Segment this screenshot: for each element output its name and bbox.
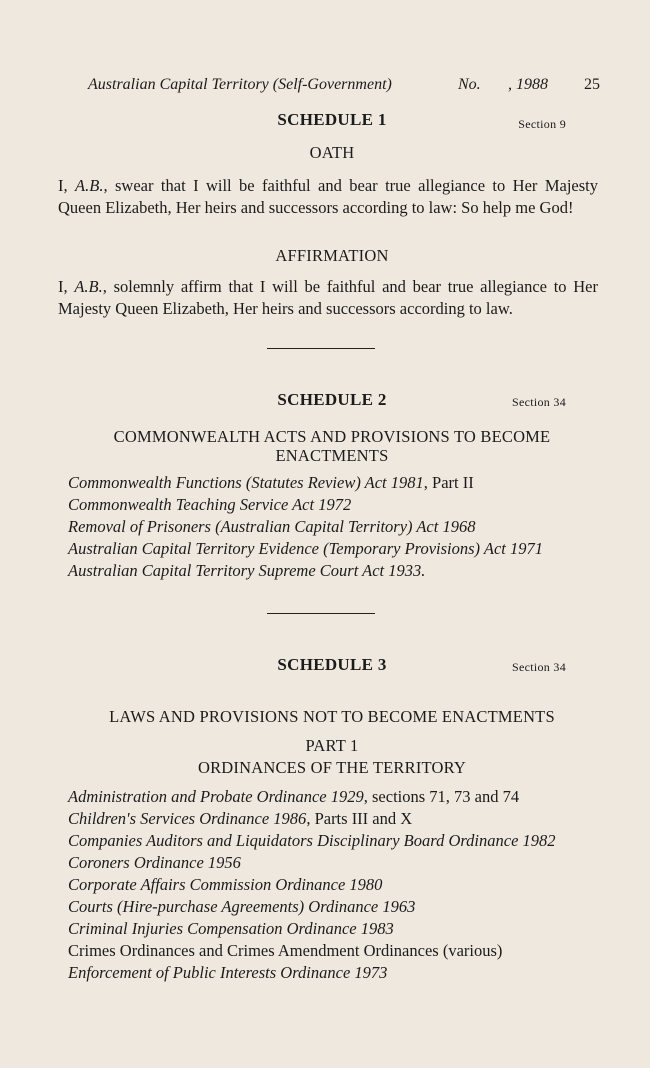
oath-prefix: I,: [58, 176, 76, 195]
schedule-2-list-item: [68, 516, 598, 538]
schedule-1-section: Section 9: [518, 117, 566, 131]
schedule-3-list-item: [68, 962, 598, 984]
header-title: Australian Capital Territory (Self-Government): [88, 76, 392, 93]
affirmation-name: A.B.: [74, 277, 103, 296]
oath-name: A.B.: [75, 176, 104, 195]
schedule-3-list-item: [68, 830, 598, 852]
schedule-2-title: [56, 390, 608, 410]
oath-heading: OATH: [309, 143, 355, 162]
list-item-title: Corporate Affairs Commission Ordinance 1980: [68, 875, 383, 894]
list-item-detail: Crimes Ordinances and Crimes Amendment Ordinances (various): [68, 941, 503, 960]
schedule-3-list-item: [68, 852, 598, 874]
schedule-3-list-item: [68, 874, 598, 896]
list-item-title: Commonwealth Teaching Service Act 1972: [68, 495, 352, 514]
schedule-3-list: [68, 786, 598, 984]
schedule-3-part-heading: ORDINANCES OF THE TERRITORY: [197, 758, 467, 777]
list-item-title: Administration and Probate Ordinance 1929: [68, 787, 364, 806]
list-item-title: Australian Capital Territory Evidence (Temporary Provisions) Act 1971: [68, 539, 543, 558]
schedule-2-list-item: [68, 538, 598, 560]
schedule-1-title: [56, 110, 608, 130]
affirmation-heading: AFFIRMATION: [275, 246, 389, 265]
schedule-2-section: Section 34: [512, 395, 566, 409]
schedule-3-heading: LAWS AND PROVISIONS NOT TO BECOME ENACTMENTS: [109, 707, 555, 726]
list-item-title: Australian Capital Territory Supreme Court Act 1933.: [68, 561, 426, 580]
list-item-detail: , sections 71, 73 and 74: [363, 787, 520, 806]
schedule-3-list-item: [68, 940, 598, 962]
schedule-1-title-text: SCHEDULE 1: [277, 110, 387, 129]
schedule-2-title-text: SCHEDULE 2: [277, 390, 387, 409]
schedule-2-list-item: [68, 472, 598, 494]
schedule-2-list: [68, 472, 598, 582]
schedule-2-list-item: [68, 494, 598, 516]
header-year: , 1988: [508, 76, 548, 93]
running-header: [88, 76, 600, 94]
schedule-3-title-text: SCHEDULE 3: [277, 655, 387, 674]
list-item-detail: , Part II: [423, 473, 474, 492]
header-number-label: No.: [458, 76, 481, 93]
schedule-3-list-item: [68, 918, 598, 940]
oath-paragraph: [58, 175, 598, 219]
section-divider-1: [267, 348, 375, 349]
list-item-title: Removal of Prisoners (Australian Capital Territory) Act 1968: [68, 517, 476, 536]
affirmation-text: , solemnly affirm that I will be faithful and bear true allegiance to Her Majesty Queen Elizabeth, Her heirs and successors according to law.: [58, 277, 598, 318]
list-item-title: Courts (Hire-purchase Agreements) Ordinance 1963: [68, 897, 416, 916]
schedule-3-list-item: [68, 808, 598, 830]
section-divider-2: [267, 613, 375, 614]
schedule-2-heading-line-1: COMMONWEALTH ACTS AND PROVISIONS TO BECOME: [113, 427, 551, 446]
list-item-title: Companies Auditors and Liquidators Disciplinary Board Ordinance 1982: [68, 831, 556, 850]
schedule-3-part: PART 1: [305, 736, 359, 755]
list-item-title: Enforcement of Public Interests Ordinance 1973: [68, 963, 388, 982]
schedule-3-list-item: [68, 786, 598, 808]
schedule-3-title: [56, 655, 608, 675]
schedule-3-section: Section 34: [512, 660, 566, 674]
list-item-detail: , Parts III and X: [306, 809, 413, 828]
affirmation-prefix: I,: [58, 277, 75, 296]
list-item-title: Commonwealth Functions (Statutes Review) Act 1981: [68, 473, 424, 492]
list-item-title: Criminal Injuries Compensation Ordinance 1983: [68, 919, 394, 938]
affirmation-paragraph: [58, 276, 598, 320]
list-item-title: Children's Services Ordinance 1986: [68, 809, 307, 828]
schedule-3-list-item: [68, 896, 598, 918]
oath-text: , swear that I will be faithful and bear true allegiance to Her Majesty Queen Elizabeth, Her heirs and successors according to law: So help me God!: [58, 176, 598, 217]
schedule-2-heading-line-2: ENACTMENTS: [275, 446, 389, 465]
page-number: 25: [584, 76, 600, 93]
list-item-title: Coroners Ordinance 1956: [68, 853, 241, 872]
schedule-2-list-item: [68, 560, 598, 582]
